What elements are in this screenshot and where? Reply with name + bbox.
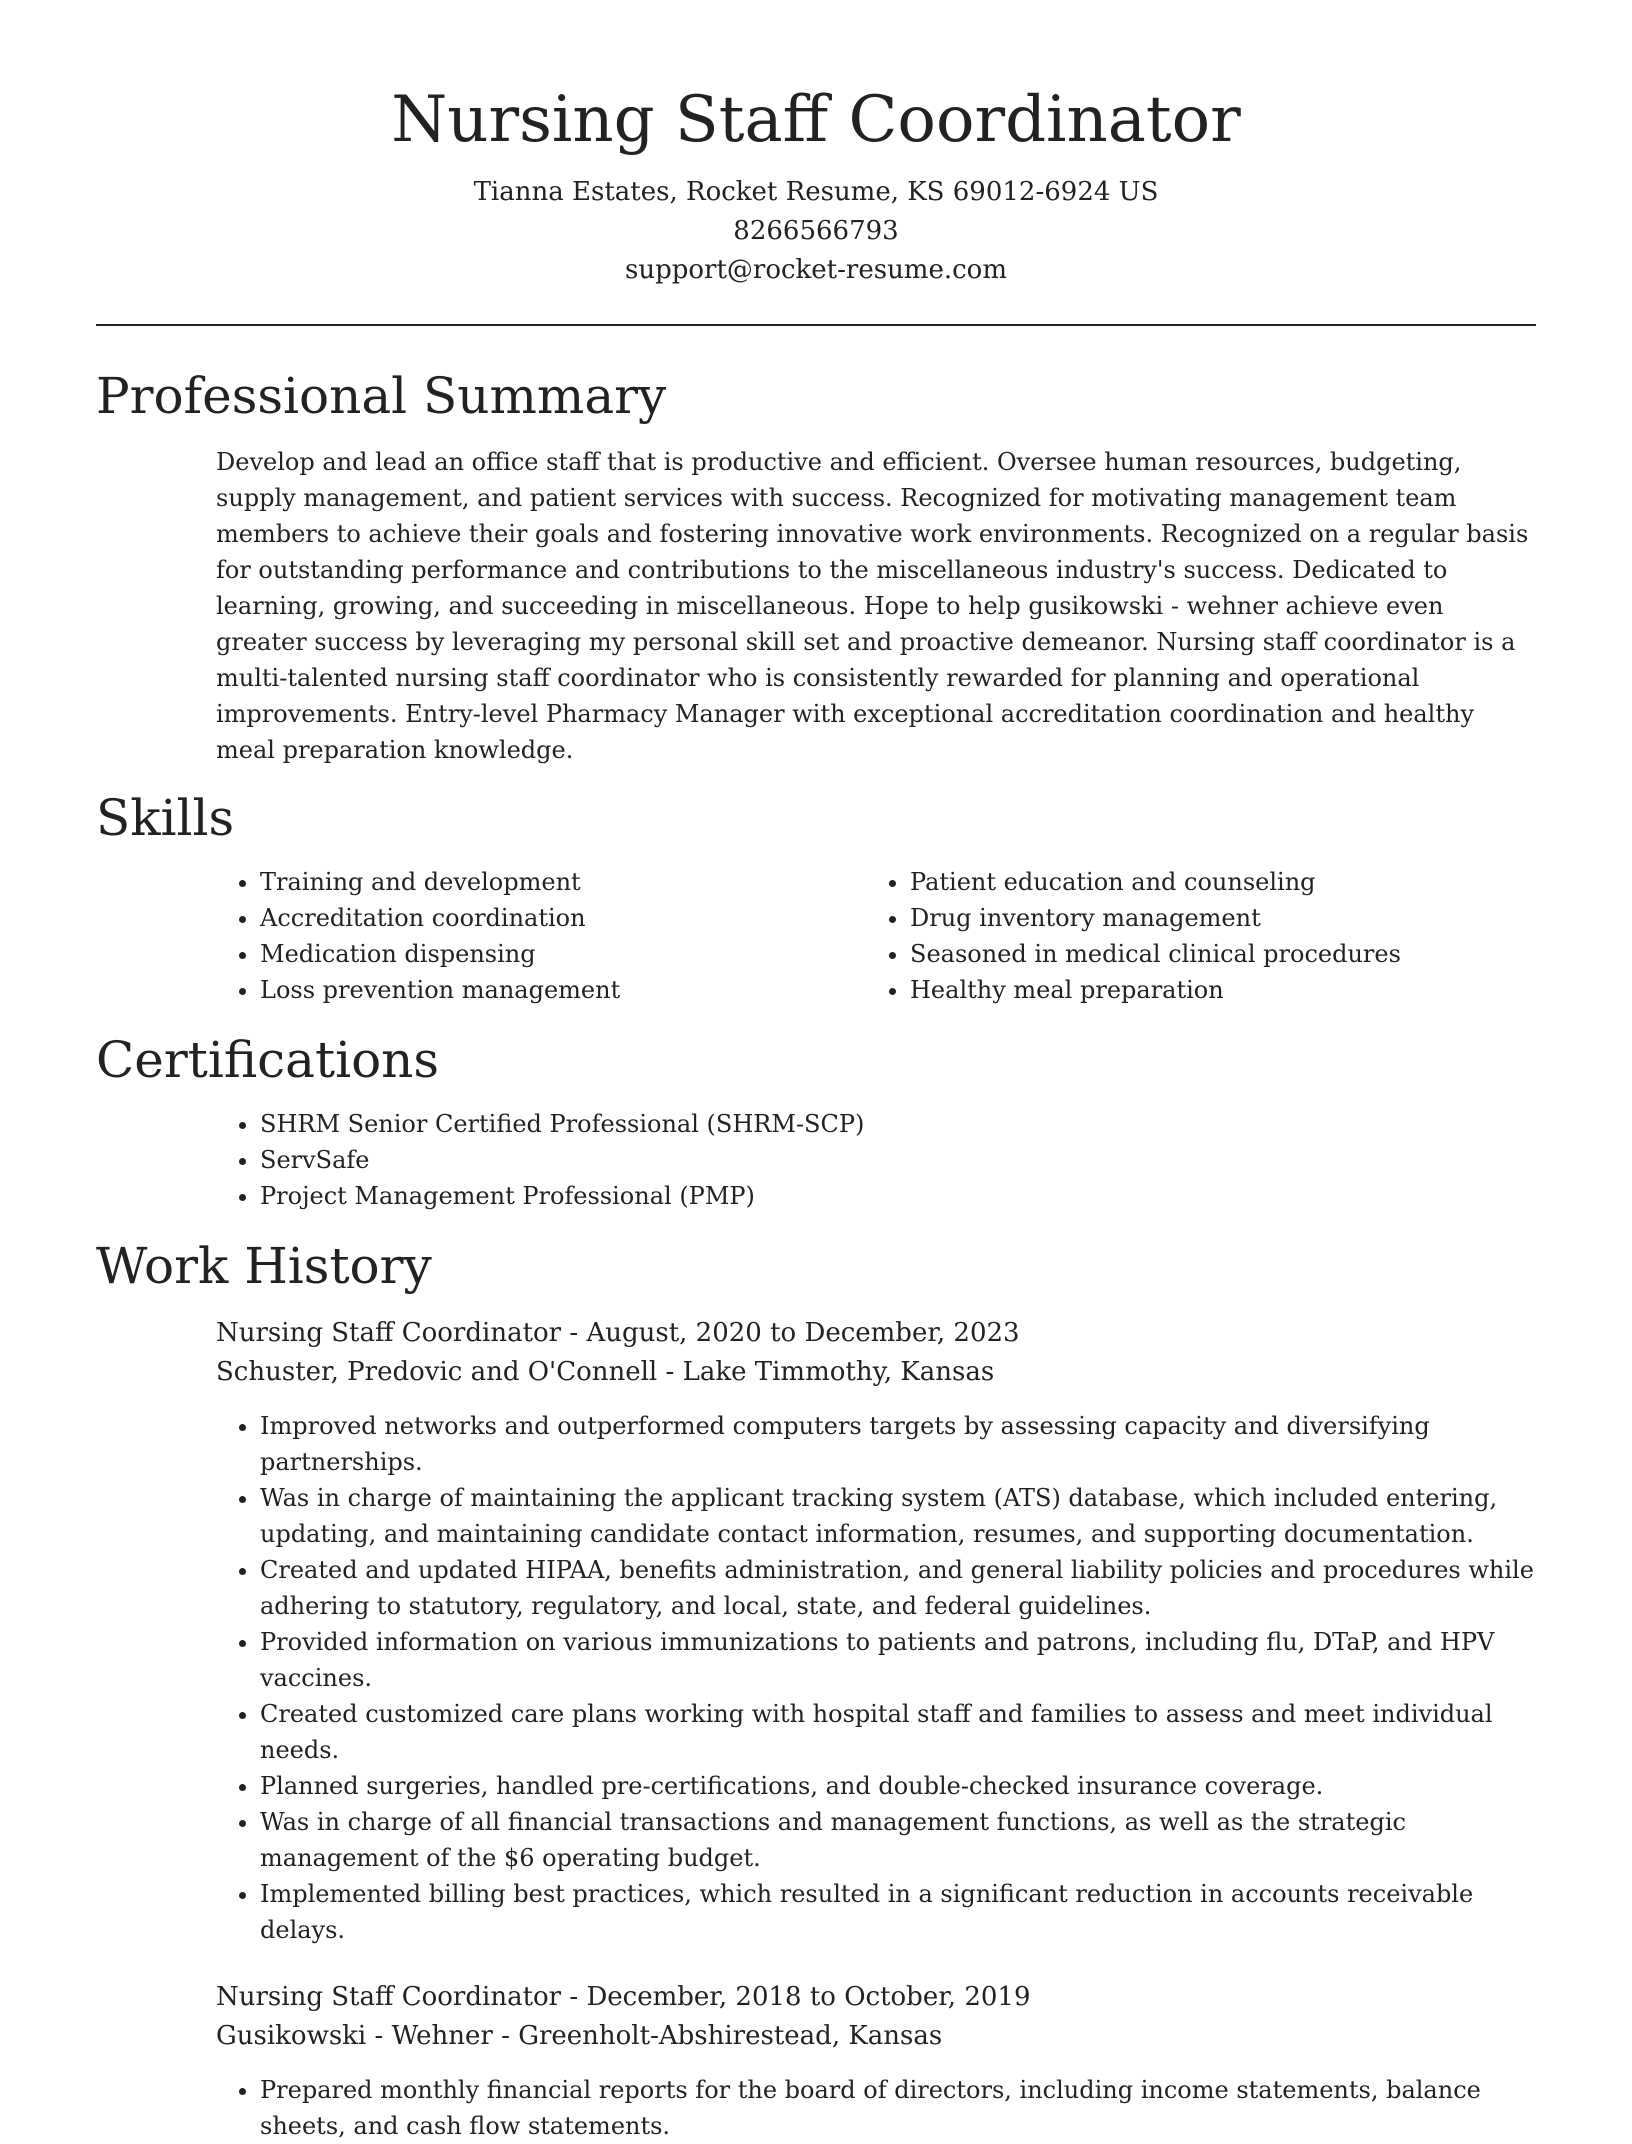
summary-heading: Professional Summary [96,366,667,425]
certifications-list [216,1106,1536,1214]
job-dates: December, 2018 to October, 2019 [586,1981,1031,2012]
separator: - [561,1317,587,1348]
job-title-line [216,1314,1536,1353]
job-title-line [216,1978,1536,2017]
skills-heading: Skills [96,788,235,847]
contact-info [96,173,1536,290]
certification-item: • Project Management Professional (PMP) [260,1178,1536,1214]
job-duty-item: • Created and updated HIPAA, benefits administration, and general liability policies and procedures while adhering to statutory, regulatory, and local, state, and federal guidelines. [260,1552,1536,1624]
summary-text: Develop and lead an office staff that is productive and efficient. Oversee human resources, budgeting, supply management, and patient services with success. Recognized for motivating management team members to achieve their goals and fostering innovative work environments. Recognized on a regular basis for outstanding performance and contributions to the miscellaneous industry's success. Dedicated to learning, growing, and succeeding in miscellaneous. Hope to help gusikowski - wehner achieve even greater success by leveraging my personal skill set and proactive demeanor. Nursing staff coordinator is a multi-talented nursing staff coordinator who is consistently rewarded for planning and operational improvements. Entry-level Pharmacy Manager with exceptional accreditation coordination and healthy meal preparation knowledge. [216,447,1529,764]
job-entry-2 [216,1978,1536,2144]
skill-item: • Accreditation coordination [260,900,866,936]
separator: - [492,2020,519,2051]
job-title: Nursing Staff Coordinator [216,1317,562,1348]
job-duty-item: • Was in charge of maintaining the applicant tracking system (ATS) database, which included entering, updating, and maintaining candidate contact information, resumes, and supporting documentation. [260,1480,1536,1552]
skill-item: • Training and development [260,864,866,900]
skill-item: • Loss prevention management [260,972,866,1008]
certification-item: • ServSafe [260,1142,1536,1178]
job-company: Schuster, Predovic and O'Connell [216,1356,658,1387]
job-location: Greenholt-Abshirestead, Kansas [518,2020,943,2051]
job-duty-item: • Created customized care plans working with hospital staff and families to assess and meet individual needs. [260,1696,1536,1768]
contact-email: support@rocket-resume.com [624,254,1007,285]
job-location: Lake Timmothy, Kansas [682,1356,995,1387]
job-duty-item: • Improved networks and outperformed computers targets by assessing capacity and diversifying partnerships. [260,1408,1536,1480]
job-title: Nursing Staff Coordinator [216,1981,562,2012]
job-duty-item: • Provided information on various immunizations to patients and patrons, including flu, DTaP, and HPV vaccines. [260,1624,1536,1696]
skill-item: • Healthy meal preparation [910,972,1516,1008]
job-duty-item: • Was in charge of all financial transactions and management functions, as well as the strategic management of the $6 operating budget. [260,1804,1536,1876]
skill-item: • Patient education and counseling [910,864,1516,900]
skills-column-left [216,864,866,1008]
job-duty-item: • Prepared monthly financial reports for the board of directors, including income statements, balance sheets, and cash flow statements. [260,2072,1536,2144]
resume-title: Nursing Staff Coordinator [391,83,1241,157]
skills-grid [216,864,1536,1008]
skill-item: • Seasoned in medical clinical procedures [910,936,1516,972]
work-history-heading: Work History [96,1236,432,1295]
skills-column-right [866,864,1516,1008]
skill-item: • Medication dispensing [260,936,866,972]
job-duty-item: • Implemented billing best practices, which resulted in a significant reduction in accounts receivable delays. [260,1876,1536,1948]
job-company-line [216,1353,1536,1392]
certification-item: • SHRM Senior Certified Professional (SHRM-SCP) [260,1106,1536,1142]
job-dates: August, 2020 to December, 2023 [586,1317,1020,1348]
resume-page [96,0,1536,2144]
job-duties [216,1408,1536,1948]
skill-item: • Drug inventory management [910,900,1516,936]
resume-header [96,0,1536,290]
job-company-line [216,2017,1536,2056]
header-divider [96,324,1536,326]
certifications-heading: Certifications [96,1030,440,1089]
separator: - [561,1981,587,2012]
job-duties [216,2072,1536,2144]
job-company: Gusikowski - Wehner [216,2020,493,2051]
job-entry-1 [216,1314,1536,1948]
contact-address: Tianna Estates, Rocket Resume, KS 69012-6924 US [473,176,1159,207]
separator: - [657,1356,683,1387]
job-duty-item: • Planned surgeries, handled pre-certifications, and double-checked insurance coverage. [260,1768,1536,1804]
contact-phone: 8266566793 [733,215,899,246]
